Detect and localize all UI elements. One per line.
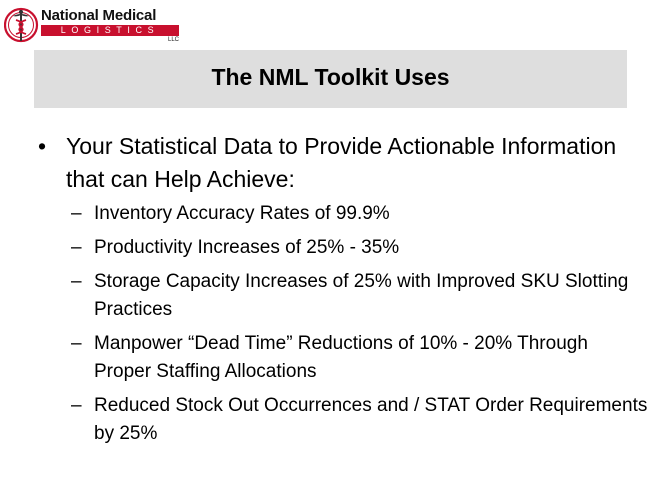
dash-marker: – bbox=[71, 395, 82, 416]
dash-marker: – bbox=[71, 203, 82, 224]
slide-title: The NML Toolkit Uses bbox=[211, 64, 450, 90]
sub-bullet-list bbox=[38, 200, 648, 448]
sub-bullet-text: Storage Capacity Increases of 25% with Improved SKU Slotting Practices bbox=[94, 271, 629, 320]
main-bullet bbox=[38, 130, 648, 196]
title-band bbox=[34, 50, 627, 108]
sub-bullet-text: Manpower “Dead Time” Reductions of 10% - 20% Through Proper Staffing Allocations bbox=[94, 333, 588, 382]
sub-bullet bbox=[38, 268, 648, 324]
sub-bullet-text: Reduced Stock Out Occurrences and / STAT Order Requirements by 25% bbox=[94, 395, 648, 444]
sub-bullet bbox=[38, 234, 648, 262]
dash-marker: – bbox=[71, 333, 82, 354]
sub-bullet-text: Productivity Increases of 25% - 35% bbox=[94, 237, 400, 258]
sub-bullet bbox=[38, 392, 648, 448]
slide-body bbox=[38, 130, 648, 454]
sub-bullet bbox=[38, 200, 648, 228]
main-bullet-text: Your Statistical Data to Provide Actionable Information that can Help Achieve: bbox=[66, 133, 617, 192]
bullet-marker: • bbox=[38, 133, 47, 159]
dash-marker: – bbox=[71, 237, 82, 258]
sub-bullet-text: Inventory Accuracy Rates of 99.9% bbox=[94, 203, 390, 224]
company-logo bbox=[4, 4, 184, 46]
sub-bullet bbox=[38, 330, 648, 386]
dash-marker: – bbox=[71, 271, 82, 292]
logo-subtitle: LOGISTICS bbox=[60, 25, 160, 35]
logo-company-name: National Medical bbox=[41, 7, 157, 24]
logo-suffix: LLC bbox=[168, 37, 180, 43]
caduceus-emblem-icon bbox=[4, 4, 44, 46]
